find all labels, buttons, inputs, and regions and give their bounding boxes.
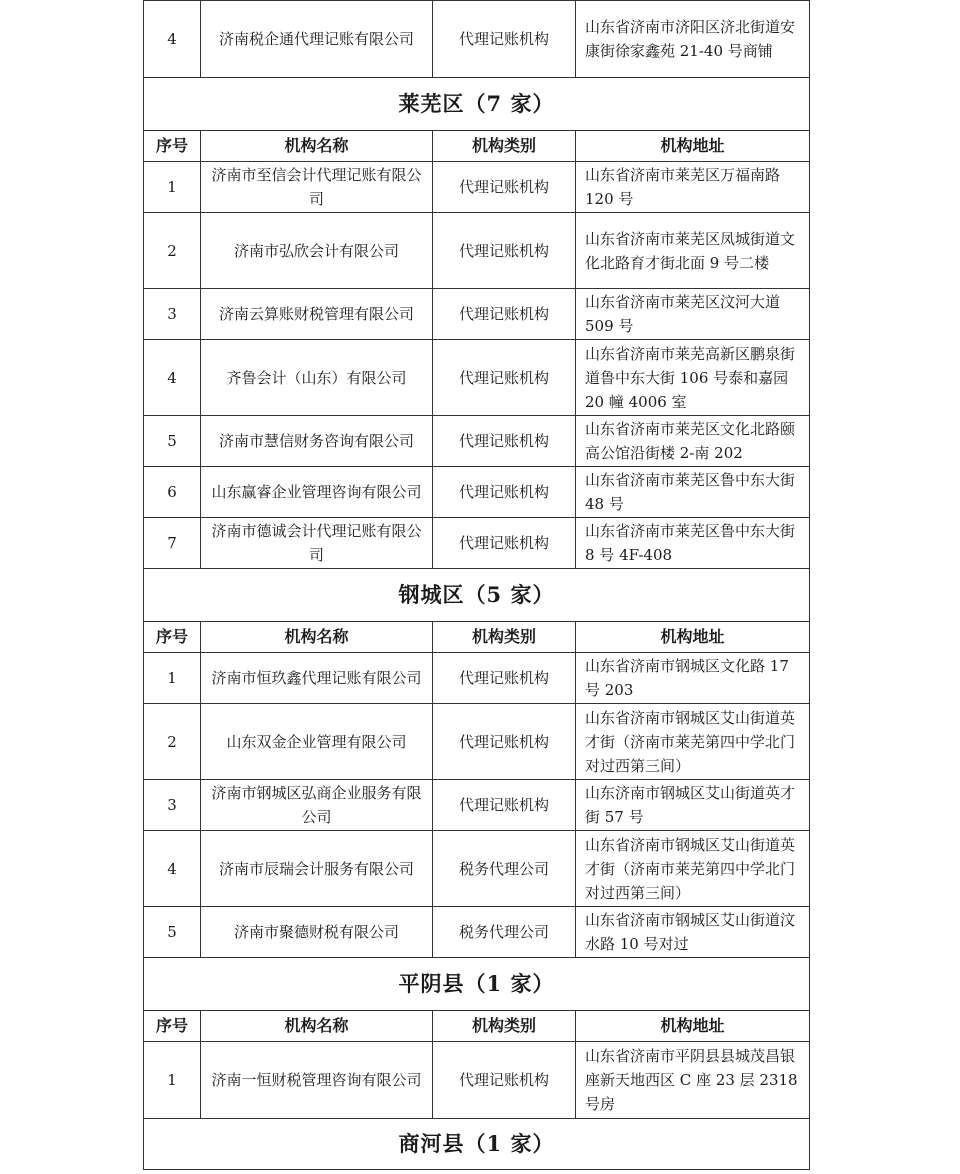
- agency-type: 代理记账机构: [433, 467, 576, 518]
- row-number: 3: [144, 780, 201, 831]
- agency-name: 济南市聚德财税有限公司: [201, 907, 433, 958]
- table-row: [144, 907, 810, 958]
- header-name: 机构名称: [201, 131, 433, 162]
- row-number: 5: [144, 907, 201, 958]
- agency-address: 山东省济南市莱芜区文化北路颐高公馆沿街楼 2-南 202: [576, 416, 810, 467]
- section-title: 钢城区（5 家）: [144, 569, 810, 622]
- agency-name: 济南云算账财税管理有限公司: [201, 289, 433, 340]
- table-row: [144, 780, 810, 831]
- agency-name: 齐鲁会计（山东）有限公司: [201, 340, 433, 416]
- agency-address: 山东省济南市钢城区艾山街道英才街（济南市莱芜第四中学北门对过西第三间）: [576, 704, 810, 780]
- agency-name: 济南一恒财税管理咨询有限公司: [201, 1042, 433, 1119]
- agency-type: 代理记账机构: [433, 289, 576, 340]
- agency-address: 山东省济南市莱芜区鲁中东大街 48 号: [576, 467, 810, 518]
- section-title: 平阴县（1 家）: [144, 958, 810, 1011]
- agency-address: 山东省济南市莱芜区万福南路 120 号: [576, 162, 810, 213]
- table-row: [144, 1042, 810, 1119]
- agency-name: 济南市钢城区弘商企业服务有限公司: [201, 780, 433, 831]
- table-row: [144, 213, 810, 289]
- agency-type: 税务代理公司: [433, 907, 576, 958]
- agency-address: 山东省济南市莱芜区凤城街道文化北路育才街北面 9 号二楼: [576, 213, 810, 289]
- section-title-row: [144, 569, 810, 622]
- table-row: [144, 416, 810, 467]
- header-name: 机构名称: [201, 1011, 433, 1042]
- agency-type: 代理记账机构: [433, 162, 576, 213]
- row-number: 6: [144, 467, 201, 518]
- header-type: 机构类别: [433, 1011, 576, 1042]
- header-num: 序号: [144, 622, 201, 653]
- row-number: 4: [144, 340, 201, 416]
- agency-type: 代理记账机构: [433, 704, 576, 780]
- agency-name: 山东赢睿企业管理咨询有限公司: [201, 467, 433, 518]
- agency-address: 山东省济南市钢城区艾山街道英才街（济南市莱芜第四中学北门对过西第三间）: [576, 831, 810, 907]
- agency-name: 济南市慧信财务咨询有限公司: [201, 416, 433, 467]
- table-row: [144, 518, 810, 569]
- agency-name: 济南市恒玖鑫代理记账有限公司: [201, 653, 433, 704]
- agency-name: 济南市德诚会计代理记账有限公司: [201, 518, 433, 569]
- agency-name: 济南市至信会计代理记账有限公司: [201, 162, 433, 213]
- table-row: [144, 467, 810, 518]
- section-title: 商河县（1 家）: [144, 1119, 810, 1170]
- header-type: 机构类别: [433, 131, 576, 162]
- header-addr: 机构地址: [576, 622, 810, 653]
- agency-name: 山东双金企业管理有限公司: [201, 704, 433, 780]
- agency-type: 税务代理公司: [433, 831, 576, 907]
- section-title-row: [144, 958, 810, 1011]
- table-row: [144, 340, 810, 416]
- agency-address: 山东省济南市莱芜区鲁中东大街 8 号 4F-408: [576, 518, 810, 569]
- agency-name: 济南市弘欣会计有限公司: [201, 213, 433, 289]
- section-title-row: [144, 1119, 810, 1170]
- row-number: 1: [144, 1042, 201, 1119]
- agency-address: 山东省济南市钢城区文化路 17 号 203: [576, 653, 810, 704]
- row-number: 1: [144, 162, 201, 213]
- agency-type: 代理记账机构: [433, 653, 576, 704]
- document-page: [143, 0, 809, 1170]
- header-name: 机构名称: [201, 622, 433, 653]
- agency-type: 代理记账机构: [433, 1042, 576, 1119]
- agency-type: 代理记账机构: [433, 340, 576, 416]
- agency-type: 代理记账机构: [433, 780, 576, 831]
- row-number: 2: [144, 704, 201, 780]
- section-title: 莱芜区（7 家）: [144, 78, 810, 131]
- agency-name: 济南税企通代理记账有限公司: [201, 1, 433, 78]
- row-number: 4: [144, 1, 201, 78]
- table-row: [144, 653, 810, 704]
- agency-address: 山东济南市钢城区艾山街道英才街 57 号: [576, 780, 810, 831]
- table-row: [144, 162, 810, 213]
- header-addr: 机构地址: [576, 131, 810, 162]
- agency-type: 代理记账机构: [433, 213, 576, 289]
- row-number: 7: [144, 518, 201, 569]
- agency-table: [143, 0, 810, 1170]
- header-addr: 机构地址: [576, 1011, 810, 1042]
- row-number: 3: [144, 289, 201, 340]
- header-num: 序号: [144, 1011, 201, 1042]
- table-row: [144, 289, 810, 340]
- header-row: [144, 622, 810, 653]
- row-number: 2: [144, 213, 201, 289]
- agency-type: 代理记账机构: [433, 1, 576, 78]
- agency-address: 山东省济南市济阳区济北街道安康街徐家鑫苑 21-40 号商铺: [576, 1, 810, 78]
- agency-type: 代理记账机构: [433, 416, 576, 467]
- row-number: 4: [144, 831, 201, 907]
- header-type: 机构类别: [433, 622, 576, 653]
- header-row: [144, 131, 810, 162]
- header-row: [144, 1011, 810, 1042]
- table-row: [144, 1, 810, 78]
- agency-address: 山东省济南市莱芜区汶河大道 509 号: [576, 289, 810, 340]
- row-number: 5: [144, 416, 201, 467]
- table-row: [144, 704, 810, 780]
- agency-name: 济南市辰瑞会计服务有限公司: [201, 831, 433, 907]
- agency-type: 代理记账机构: [433, 518, 576, 569]
- agency-address: 山东省济南市平阴县县城茂昌银座新天地西区 C 座 23 层 2318 号房: [576, 1042, 810, 1119]
- table-row: [144, 831, 810, 907]
- agency-address: 山东省济南市钢城区艾山街道汶水路 10 号对过: [576, 907, 810, 958]
- section-title-row: [144, 78, 810, 131]
- header-num: 序号: [144, 131, 201, 162]
- agency-address: 山东省济南市莱芜高新区鹏泉街道鲁中东大街 106 号泰和嘉园 20 幢 4006 室: [576, 340, 810, 416]
- row-number: 1: [144, 653, 201, 704]
